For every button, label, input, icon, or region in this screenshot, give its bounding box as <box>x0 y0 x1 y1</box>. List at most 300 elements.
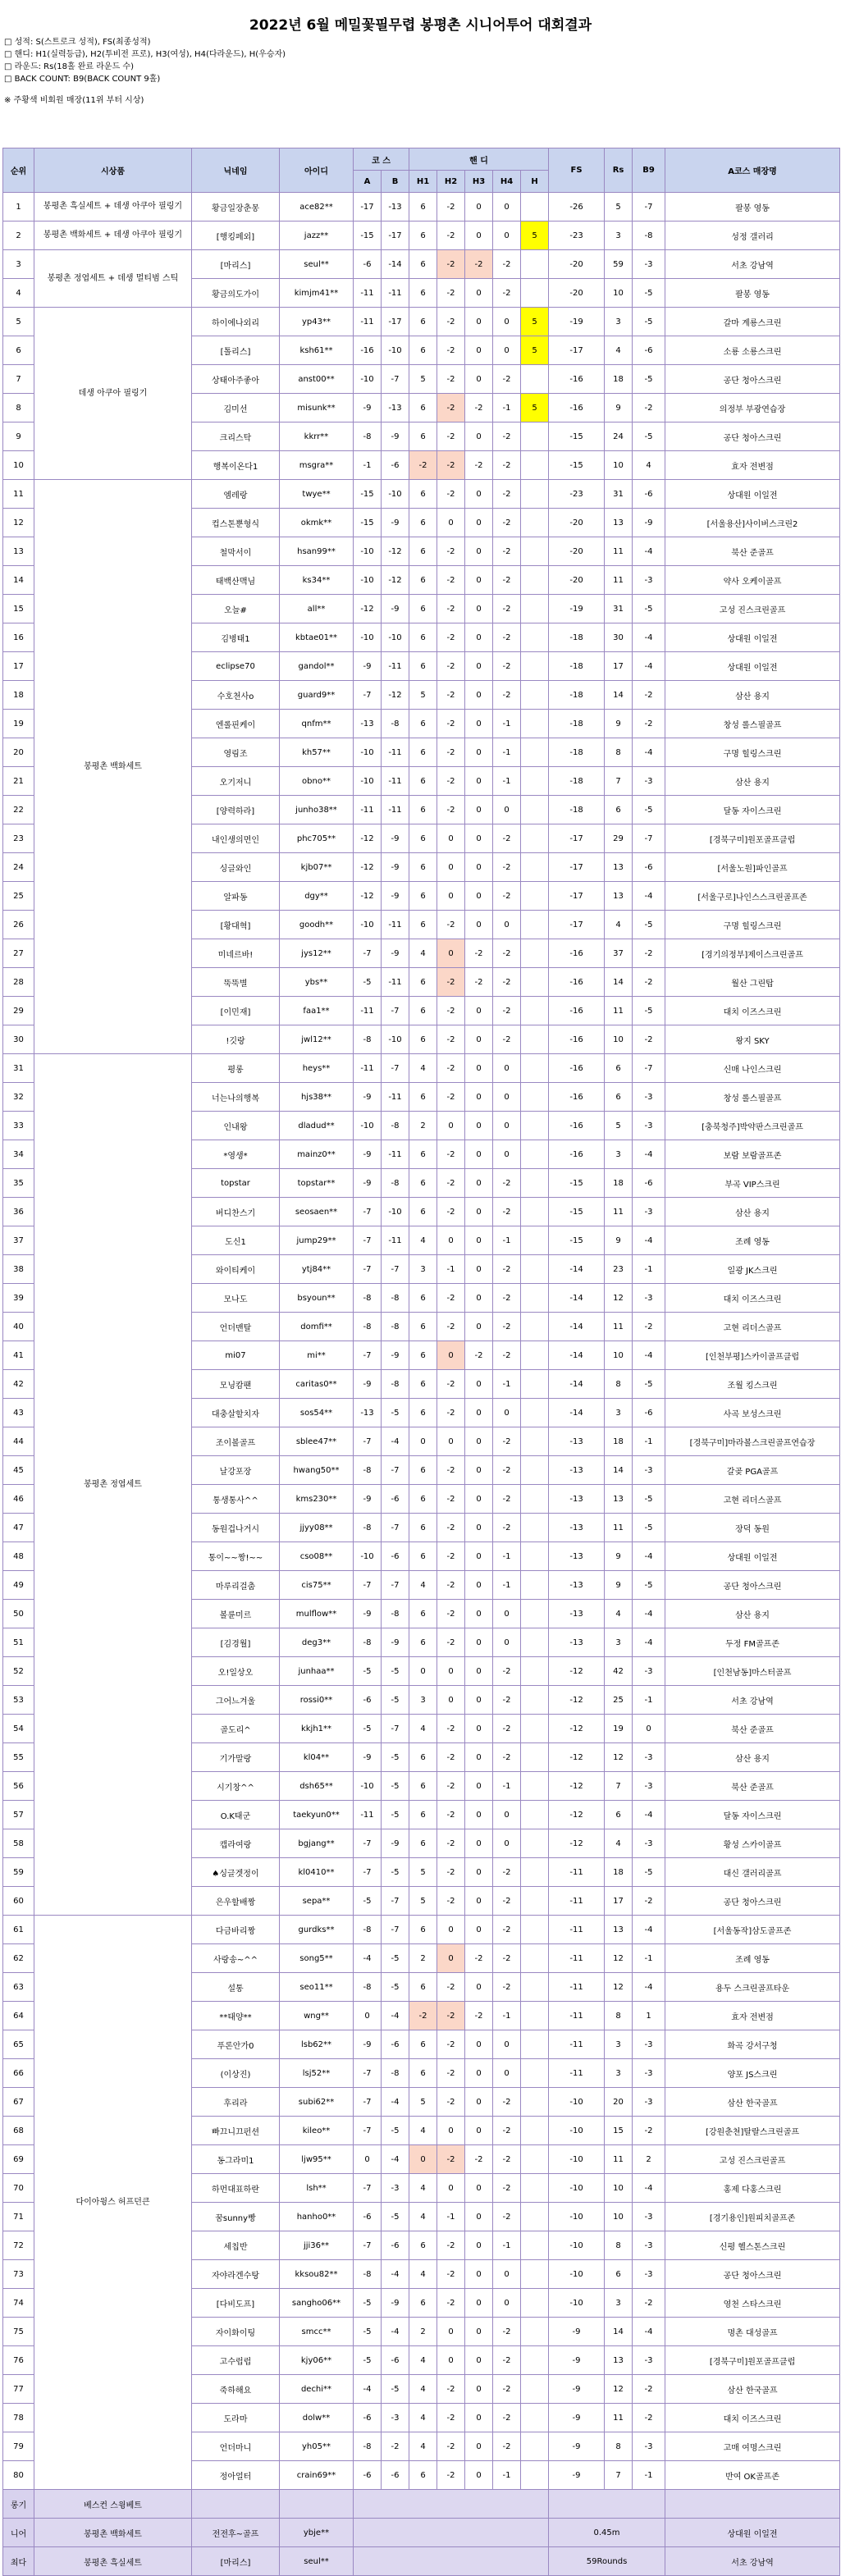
h3-cell: 0 <box>465 308 493 336</box>
rank-cell: 63 <box>3 1973 34 2002</box>
course-a-cell: -8 <box>354 2432 382 2461</box>
course-b-cell: -9 <box>382 824 409 853</box>
rs-cell: 5 <box>605 1112 633 1140</box>
fs-cell: -16 <box>549 1025 605 1054</box>
id-cell: bsyoun** <box>280 1284 354 1313</box>
course-a-cell: -10 <box>354 738 382 767</box>
rank-cell: 66 <box>3 2059 34 2088</box>
h4-cell: -2 <box>493 824 521 853</box>
nickname-cell: [톨리스] <box>192 336 280 365</box>
footer-id <box>280 2490 354 2519</box>
h2-cell: -2 <box>437 2002 465 2030</box>
rs-cell: 6 <box>605 1083 633 1112</box>
h3-cell: 0 <box>465 1628 493 1657</box>
fs-cell: -11 <box>549 1916 605 1944</box>
h2-cell: -2 <box>437 1399 465 1427</box>
fs-cell: -12 <box>549 1686 605 1715</box>
nickname-cell: [마리스] <box>192 250 280 279</box>
course-b-cell: -8 <box>382 2059 409 2088</box>
id-cell: jys12** <box>280 939 354 968</box>
b9-cell: -5 <box>633 1485 665 1514</box>
store-cell: [경북구미]원포골프클럽 <box>665 2346 840 2375</box>
h4-cell: -1 <box>493 767 521 796</box>
h4-cell: -2 <box>493 1198 521 1226</box>
h2-cell: -2 <box>437 1743 465 1772</box>
nickname-cell: 사랑송~^^ <box>192 1944 280 1973</box>
course-a-cell: -8 <box>354 2260 382 2289</box>
fs-cell: -16 <box>549 365 605 394</box>
h1-cell: 6 <box>409 1284 437 1313</box>
h1-cell: 6 <box>409 710 437 738</box>
b9-cell: -1 <box>633 2461 665 2490</box>
fs-cell: -13 <box>549 1514 605 1542</box>
id-cell: hjs38** <box>280 1083 354 1112</box>
b9-cell: -3 <box>633 1743 665 1772</box>
h1-cell: 6 <box>409 1829 437 1858</box>
h-cell <box>521 1715 549 1743</box>
course-b-cell: -5 <box>382 1743 409 1772</box>
rank-cell: 77 <box>3 2375 34 2404</box>
h-cell <box>521 480 549 509</box>
h1-cell: 6 <box>409 1772 437 1801</box>
id-cell: junho38** <box>280 796 354 824</box>
h-cell <box>521 1772 549 1801</box>
h2-cell: 0 <box>437 939 465 968</box>
rank-cell: 9 <box>3 422 34 451</box>
nickname-cell: 영림조 <box>192 738 280 767</box>
rank-cell: 41 <box>3 1341 34 1370</box>
h2-cell: -2 <box>437 767 465 796</box>
store-cell: 대신 갤러리골프 <box>665 1858 840 1887</box>
course-a-cell: -11 <box>354 279 382 308</box>
rs-cell: 18 <box>605 1427 633 1456</box>
h4-cell: -1 <box>493 1226 521 1255</box>
h1-cell: 4 <box>409 1226 437 1255</box>
h3-cell: 0 <box>465 824 493 853</box>
footer-store <box>665 2490 840 2519</box>
course-b-cell: -7 <box>382 1255 409 1284</box>
nickname-cell: (이상진) <box>192 2059 280 2088</box>
rank-cell: 35 <box>3 1169 34 1198</box>
h4-cell: 0 <box>493 1054 521 1083</box>
b9-cell: -4 <box>633 1916 665 1944</box>
course-b-cell: -4 <box>382 2260 409 2289</box>
b9-cell: -6 <box>633 336 665 365</box>
rs-cell: 24 <box>605 422 633 451</box>
id-cell: misunk** <box>280 394 354 422</box>
h-cell <box>521 853 549 882</box>
h3-cell: 0 <box>465 1226 493 1255</box>
h2-cell: -2 <box>437 2145 465 2174</box>
h2-cell: 0 <box>437 2346 465 2375</box>
h3-cell: 0 <box>465 279 493 308</box>
course-a-cell: -7 <box>354 1829 382 1858</box>
h1-cell: 0 <box>409 1657 437 1686</box>
rs-cell: 3 <box>605 2030 633 2059</box>
h3-cell: 0 <box>465 509 493 537</box>
h1-cell: 6 <box>409 767 437 796</box>
rs-cell: 3 <box>605 308 633 336</box>
h-cell <box>521 2260 549 2289</box>
course-a-cell: -4 <box>354 2375 382 2404</box>
h4-cell: 0 <box>493 1140 521 1169</box>
fs-cell: -14 <box>549 1313 605 1341</box>
store-cell: 부곡 VIP스크린 <box>665 1169 840 1198</box>
nickname-cell: 정아얼터 <box>192 2461 280 2490</box>
id-cell: sos54** <box>280 1399 354 1427</box>
h2-cell: -2 <box>437 1169 465 1198</box>
store-cell: [인천부평]스카이골프클럽 <box>665 1341 840 1370</box>
h1-cell: 6 <box>409 652 437 681</box>
id-cell: anst00** <box>280 365 354 394</box>
fs-cell: -10 <box>549 2174 605 2203</box>
course-a-cell: -15 <box>354 222 382 250</box>
h-cell <box>521 2030 549 2059</box>
id-cell: okmk** <box>280 509 354 537</box>
h1-cell: 4 <box>409 2346 437 2375</box>
store-cell: 고현 리더스골프 <box>665 1313 840 1341</box>
rs-cell: 14 <box>605 2318 633 2346</box>
b9-cell: -5 <box>633 997 665 1025</box>
nickname-cell: 골도리^ <box>192 1715 280 1743</box>
course-a-cell: -5 <box>354 2289 382 2318</box>
h-cell <box>521 1370 549 1399</box>
header-prize: 시상품 <box>34 148 192 193</box>
id-cell: qnfm** <box>280 710 354 738</box>
store-cell: 황성 스카이골프 <box>665 1829 840 1858</box>
h2-cell: -2 <box>437 1514 465 1542</box>
course-a-cell: -9 <box>354 1485 382 1514</box>
footer-store: 상대원 이일전 <box>665 2519 840 2547</box>
b9-cell: -2 <box>633 2117 665 2145</box>
fs-cell: -11 <box>549 1887 605 1916</box>
h-cell <box>521 1140 549 1169</box>
h1-cell: 6 <box>409 2231 437 2260</box>
h4-cell: -2 <box>493 882 521 911</box>
fs-cell: -9 <box>549 2461 605 2490</box>
nickname-cell: 언더마니 <box>192 2432 280 2461</box>
store-cell: 갈곶 PGA골프 <box>665 1456 840 1485</box>
b9-cell: -3 <box>633 566 665 595</box>
store-cell: 양포 JS스크린 <box>665 2059 840 2088</box>
fs-cell: -13 <box>549 1427 605 1456</box>
h3-cell: 0 <box>465 2318 493 2346</box>
store-cell: 북산 준골프 <box>665 537 840 566</box>
rs-cell: 13 <box>605 1485 633 1514</box>
rank-cell: 3 <box>3 250 34 279</box>
h3-cell: 0 <box>465 1399 493 1427</box>
nickname-cell: 볼륜미르 <box>192 1600 280 1628</box>
b9-cell: -2 <box>633 2404 665 2432</box>
rs-cell: 12 <box>605 1284 633 1313</box>
fs-cell: -12 <box>549 1657 605 1686</box>
b9-cell: -5 <box>633 365 665 394</box>
course-a-cell: -11 <box>354 1054 382 1083</box>
course-b-cell: -13 <box>382 193 409 222</box>
nickname-cell: 버디찬스기 <box>192 1198 280 1226</box>
b9-cell: -2 <box>633 968 665 997</box>
rs-cell: 11 <box>605 1198 633 1226</box>
course-b-cell: -6 <box>382 1542 409 1571</box>
fs-cell: -11 <box>549 1973 605 2002</box>
b9-cell: -4 <box>633 882 665 911</box>
rank-cell: 76 <box>3 2346 34 2375</box>
course-a-cell: -7 <box>354 939 382 968</box>
rs-cell: 8 <box>605 2432 633 2461</box>
course-b-cell: -5 <box>382 1944 409 1973</box>
h3-cell: 0 <box>465 1858 493 1887</box>
course-a-cell: -9 <box>354 1370 382 1399</box>
id-cell: sblee47** <box>280 1427 354 1456</box>
course-a-cell: -8 <box>354 1456 382 1485</box>
h1-cell: 6 <box>409 422 437 451</box>
h3-cell: 0 <box>465 2059 493 2088</box>
store-cell: 공단 청아스크린 <box>665 365 840 394</box>
store-cell: 서초 강남역 <box>665 1686 840 1715</box>
header-h3: H3 <box>465 171 493 193</box>
h3-cell: 0 <box>465 1887 493 1916</box>
nickname-cell: [황대혁] <box>192 911 280 939</box>
fs-cell: -13 <box>549 1542 605 1571</box>
b9-cell: -3 <box>633 1829 665 1858</box>
h-cell <box>521 279 549 308</box>
fs-cell: -20 <box>549 537 605 566</box>
rank-cell: 36 <box>3 1198 34 1226</box>
b9-cell: -3 <box>633 2346 665 2375</box>
h4-cell: 0 <box>493 2030 521 2059</box>
id-cell: hsan99** <box>280 537 354 566</box>
nickname-cell: [다비도프] <box>192 2289 280 2318</box>
footer-row <box>3 2519 840 2547</box>
course-a-cell: -1 <box>354 451 382 480</box>
rs-cell: 12 <box>605 2375 633 2404</box>
course-b-cell: -6 <box>382 2030 409 2059</box>
h2-cell: -2 <box>437 222 465 250</box>
h4-cell: 0 <box>493 1399 521 1427</box>
prize-cell: 봉평촌 흑실세트 + 데생 아쿠아 필링기 <box>34 193 192 222</box>
h2-cell: -2 <box>437 1628 465 1657</box>
h-cell <box>521 2174 549 2203</box>
rank-cell: 38 <box>3 1255 34 1284</box>
h4-cell: 0 <box>493 308 521 336</box>
fs-cell: -15 <box>549 422 605 451</box>
rank-cell: 69 <box>3 2145 34 2174</box>
b9-cell: -1 <box>633 1255 665 1284</box>
h-cell <box>521 1485 549 1514</box>
id-cell: kl04** <box>280 1743 354 1772</box>
rs-cell: 6 <box>605 796 633 824</box>
h4-cell: -2 <box>493 566 521 595</box>
rank-cell: 73 <box>3 2260 34 2289</box>
h2-cell: -2 <box>437 1858 465 1887</box>
b9-cell: -2 <box>633 1887 665 1916</box>
h1-cell: 4 <box>409 2117 437 2145</box>
b9-cell: -8 <box>633 222 665 250</box>
h2-cell: 0 <box>437 1944 465 1973</box>
h1-cell: 0 <box>409 2145 437 2174</box>
h4-cell: 0 <box>493 1801 521 1829</box>
header-h2: H2 <box>437 171 465 193</box>
h1-cell: 6 <box>409 824 437 853</box>
footer-nickname <box>192 2490 280 2519</box>
course-b-cell: -17 <box>382 308 409 336</box>
h-cell <box>521 2059 549 2088</box>
id-cell: dladud** <box>280 1112 354 1140</box>
b9-cell: -3 <box>633 1284 665 1313</box>
rank-cell: 32 <box>3 1083 34 1112</box>
rank-cell: 50 <box>3 1600 34 1628</box>
course-a-cell: -5 <box>354 968 382 997</box>
h-cell <box>521 1858 549 1887</box>
b9-cell: -3 <box>633 1657 665 1686</box>
b9-cell: 2 <box>633 2145 665 2174</box>
h3-cell: 0 <box>465 738 493 767</box>
store-cell: 조월 킹스크린 <box>665 1370 840 1399</box>
course-a-cell: -10 <box>354 365 382 394</box>
footer-store: 서초 강남역 <box>665 2547 840 2576</box>
store-cell: 월산 그린탑 <box>665 968 840 997</box>
h-cell <box>521 250 549 279</box>
course-a-cell: -9 <box>354 1083 382 1112</box>
rank-cell: 61 <box>3 1916 34 1944</box>
h2-cell: -2 <box>437 1140 465 1169</box>
h4-cell: -1 <box>493 738 521 767</box>
h3-cell: -2 <box>465 2145 493 2174</box>
h2-cell: -2 <box>437 1801 465 1829</box>
course-a-cell: -9 <box>354 1169 382 1198</box>
store-cell: 팔봉 영동 <box>665 193 840 222</box>
h-cell <box>521 193 549 222</box>
h1-cell: 6 <box>409 537 437 566</box>
fs-cell: -23 <box>549 480 605 509</box>
h1-cell: 6 <box>409 1140 437 1169</box>
h-cell <box>521 595 549 623</box>
h-cell <box>521 1198 549 1226</box>
fs-cell: -14 <box>549 1399 605 1427</box>
id-cell: phc705** <box>280 824 354 853</box>
h1-cell: 2 <box>409 2318 437 2346</box>
store-cell: [경북구미]원포골프클럽 <box>665 824 840 853</box>
fs-cell: -18 <box>549 710 605 738</box>
h3-cell: 0 <box>465 1600 493 1628</box>
nickname-cell: 하먼대표하란 <box>192 2174 280 2203</box>
header-course: 코 스 <box>354 148 409 171</box>
h2-cell: -2 <box>437 1313 465 1341</box>
rank-cell: 29 <box>3 997 34 1025</box>
course-b-cell: -10 <box>382 480 409 509</box>
fs-cell: -11 <box>549 2002 605 2030</box>
course-a-cell: -8 <box>354 1025 382 1054</box>
prize-cell: 봉평촌 백화세트 + 데생 아쿠아 필링기 <box>34 222 192 250</box>
b9-cell: -4 <box>633 652 665 681</box>
h3-cell: 0 <box>465 997 493 1025</box>
h1-cell: 6 <box>409 1169 437 1198</box>
course-b-cell: -8 <box>382 1370 409 1399</box>
b9-cell: -3 <box>633 2203 665 2231</box>
h3-cell: 0 <box>465 2231 493 2260</box>
id-cell: ljw95** <box>280 2145 354 2174</box>
h1-cell: 4 <box>409 939 437 968</box>
h1-cell: 0 <box>409 1427 437 1456</box>
h3-cell: -2 <box>465 394 493 422</box>
rank-cell: 4 <box>3 279 34 308</box>
rs-cell: 6 <box>605 1054 633 1083</box>
id-cell: kbtae01** <box>280 623 354 652</box>
id-cell: cis75** <box>280 1571 354 1600</box>
header-store: A코스 매장명 <box>665 148 840 193</box>
course-a-cell: -10 <box>354 1542 382 1571</box>
course-b-cell: -5 <box>382 1772 409 1801</box>
h4-cell: 0 <box>493 1600 521 1628</box>
rs-cell: 11 <box>605 997 633 1025</box>
h3-cell: 0 <box>465 193 493 222</box>
h2-cell: 0 <box>437 1427 465 1456</box>
h-cell <box>521 939 549 968</box>
nickname-cell: 캡라여랑 <box>192 1829 280 1858</box>
h1-cell: 6 <box>409 1973 437 2002</box>
h1-cell: 5 <box>409 1887 437 1916</box>
h-cell <box>521 2117 549 2145</box>
store-cell: 구명 힐링스크린 <box>665 738 840 767</box>
nickname-cell: 와이티케이 <box>192 1255 280 1284</box>
nickname-cell: 하이에나외리 <box>192 308 280 336</box>
course-a-cell: -10 <box>354 623 382 652</box>
store-cell: 구명 힐링스크린 <box>665 911 840 939</box>
store-cell: 홍제 다홍스크린 <box>665 2174 840 2203</box>
course-b-cell: -6 <box>382 2461 409 2490</box>
rs-cell: 12 <box>605 1743 633 1772</box>
h4-cell: -2 <box>493 422 521 451</box>
id-cell: heys** <box>280 1054 354 1083</box>
h4-cell: -1 <box>493 1571 521 1600</box>
rs-cell: 12 <box>605 1973 633 2002</box>
h-cell <box>521 1628 549 1657</box>
id-cell: mainz0** <box>280 1140 354 1169</box>
h4-cell: -2 <box>493 2145 521 2174</box>
course-b-cell: -9 <box>382 939 409 968</box>
h3-cell: 0 <box>465 1054 493 1083</box>
nickname-cell: [양력하라] <box>192 796 280 824</box>
rs-cell: 10 <box>605 279 633 308</box>
rs-cell: 19 <box>605 1715 633 1743</box>
course-a-cell: -12 <box>354 853 382 882</box>
rs-cell: 12 <box>605 1944 633 1973</box>
course-b-cell: -7 <box>382 365 409 394</box>
footer-id: seul** <box>280 2547 354 2576</box>
rank-cell: 17 <box>3 652 34 681</box>
fs-cell: -26 <box>549 193 605 222</box>
rank-cell: 20 <box>3 738 34 767</box>
fs-cell: -10 <box>549 2289 605 2318</box>
rank-cell: 24 <box>3 853 34 882</box>
footer-empty <box>354 2519 549 2547</box>
rank-cell: 53 <box>3 1686 34 1715</box>
course-a-cell: -6 <box>354 2404 382 2432</box>
store-cell: [서울노원]파인골프 <box>665 853 840 882</box>
nickname-cell: 모닝캄팬 <box>192 1370 280 1399</box>
h4-cell: 0 <box>493 222 521 250</box>
rs-cell: 3 <box>605 1140 633 1169</box>
h2-cell: -2 <box>437 480 465 509</box>
id-cell: kileo** <box>280 2117 354 2145</box>
store-cell: 달동 자이스크린 <box>665 796 840 824</box>
nickname-cell: 후리라 <box>192 2088 280 2117</box>
rs-cell: 8 <box>605 2002 633 2030</box>
nickname-cell: [김경월] <box>192 1628 280 1657</box>
nickname-cell: 엔롤핀케이 <box>192 710 280 738</box>
course-b-cell: -7 <box>382 1887 409 1916</box>
b9-cell: -2 <box>633 710 665 738</box>
